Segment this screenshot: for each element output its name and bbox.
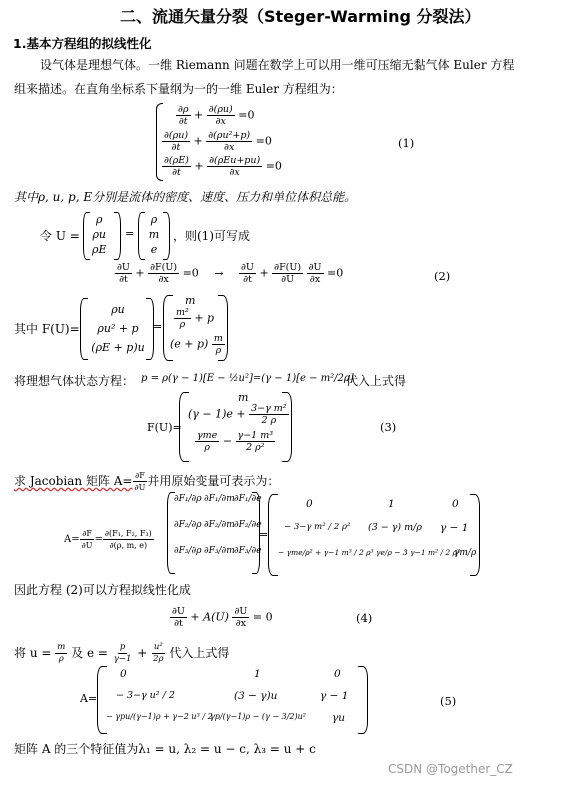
paren: [163, 212, 170, 260]
equation-4: $\frac{\partial U}{\partial t}$ + A(U) $\frac{\partial U}{\partial x}$ = 0: [172, 606, 273, 629]
let-u-prefix: 令 U =: [40, 229, 80, 243]
flux-vec2-row1: m: [185, 294, 196, 307]
equation-number-3: (3): [380, 420, 397, 434]
vector-u-2: ρ m e: [148, 213, 160, 256]
eq3-row1: m: [238, 391, 249, 404]
equation-2: $\frac{\partial U}{\partial t}$ + $\frac{\partial F(U)}{\partial x}$ =0 → $\frac{\partial U}{\partial t}$ + $\frac{\partial F(U)}{\partial U}$ $\frac{\partial U}{\partial x}$ =0: [117, 262, 344, 285]
eq5-lhs: A=: [80, 692, 98, 705]
paragraph-line: 组来描述。在直角坐标系下量纲为一的一维 Euler 方程组为：: [14, 82, 343, 96]
paragraph-line: 其中ρ, u, p, E分别是流体的密度、速度、压力和单位体积总能。: [14, 190, 357, 204]
paren: [470, 494, 480, 576]
equals-sign: =: [125, 227, 135, 240]
flux-vec2-row3: (e + p) $\frac{m}{\rho}$: [170, 333, 223, 356]
paragraph-line: 因此方程 (2)可以方程拟线性化成: [14, 583, 191, 597]
substitution-line: 将 u = $\frac{m}{\rho}$ 及 e = $\frac{p}{\gamma-1}$ + $\frac{\text{u²}}{2\rho}$ 代入上式得: [14, 642, 230, 664]
matrix-a-substituted: 0 1 0 − 3−γ u² / 2 (3 − γ)u γ − 1 − γpu/(γ−1)ρ + γ−2 u³ / 2 γp/(γ−1)ρ − (γ − 3/2)u² γu: [106, 668, 349, 724]
equation-1-row-3: $\frac{\partial(\rho E)}{\partial t}$ + $\frac{\text{∂(ρEu+pu)}}{\partial x}$ =0: [164, 155, 282, 178]
paren: [218, 295, 228, 361]
jacobian-line: 求 Jacobian 矩阵 A= $\frac{\partial F}{\partial U}$ 并用原始变量可表示为：: [14, 471, 280, 492]
eq3-row3: $\frac{\text{γme}}{\rho}$ − $\frac{\text{γ−1 m³}}{\text{2 ρ²}}$: [197, 430, 274, 453]
flux-vector-1: ρu ρu² + p (ρE + p)u: [91, 303, 145, 354]
equals-sign: =: [153, 320, 163, 333]
paren: [114, 212, 121, 260]
eigenvalues-line: 矩阵 A 的三个特征值为λ₁ = u, λ₂ = u − c, λ₃ = u + c: [14, 742, 316, 756]
state-equation: p = ρ(γ − 1)[E − ½u²]=(γ − 1)[e − m²/2ρ]: [141, 373, 354, 384]
state-suffix: 代入上式得: [346, 374, 407, 388]
section-heading: 1.基本方程组的拟线性化: [13, 36, 152, 51]
watermark: CSDN @Together_CZ: [388, 762, 513, 776]
paren: [83, 212, 90, 260]
matrix-a-lhs: A= $\frac{\partial F}{\partial U}$ = $\frac{\text{∂(F₁, F₂, F₃)}}{\partial(\rho, m, e)}$: [64, 529, 152, 550]
page-title: 二、流通矢量分裂（Steger-Warming 分裂法）: [120, 7, 481, 26]
state-prefix: 将理想气体状态方程：: [14, 374, 135, 388]
equals-sign: =: [259, 528, 269, 541]
flux-vec2-row2: $\frac{\text{m²}}{\rho}$ + p: [176, 307, 215, 330]
equation-1-row-1: $\frac{\partial\rho}{\partial t}$ + $\frac{\partial(\rho u)}{\partial x}$ =0: [178, 104, 255, 127]
paren: [282, 392, 292, 462]
paren: [80, 298, 88, 360]
equation-number-1: (1): [398, 136, 415, 150]
equation-number-2: (2): [434, 269, 451, 283]
equation-number-5: (5): [440, 694, 457, 708]
eq3-row2: (γ − 1)e + $\frac{\text{3−γ m²}}{2 \rho}$: [188, 403, 287, 426]
vector-u-1: ρ ρu ρE: [92, 213, 107, 256]
paren: [138, 212, 145, 260]
paren: [358, 666, 368, 734]
let-u-suffix: ，则(1)可写成: [173, 229, 250, 243]
equation-1-row-2: $\frac{\partial(\rho u)}{\partial t}$ + $\frac{\text{∂(ρu²+p)}}{\partial x}$ =0: [164, 130, 272, 153]
matrix-a-values: 0 1 0 − 3−γ m² / 2 ρ² (3 − γ) m/ρ γ − 1 − γme/ρ² + γ−1 m³ / 2 ρ³ γe/ρ − 3 γ−1 m² / 2 ρ² γm/ρ: [278, 498, 477, 558]
paren: [268, 494, 278, 576]
paragraph-line: 设气体是理想气体。一维 Riemann 问题在数学上可以用一维可压缩无黏气体 Euler 方程: [40, 58, 515, 72]
flux-prefix: 其中 F(U)=: [14, 322, 80, 336]
jacobian-matrix: ∂F₁/∂ρ ∂F₁/∂m ∂F₁/∂e ∂F₂/∂ρ ∂F₂/∂m ∂F₂/∂e ∂F₃/∂ρ ∂F₃/∂m ∂F₃/∂e: [174, 494, 262, 556]
equation-number-4: (4): [356, 611, 373, 625]
eq3-lhs: F(U)=: [147, 421, 182, 434]
